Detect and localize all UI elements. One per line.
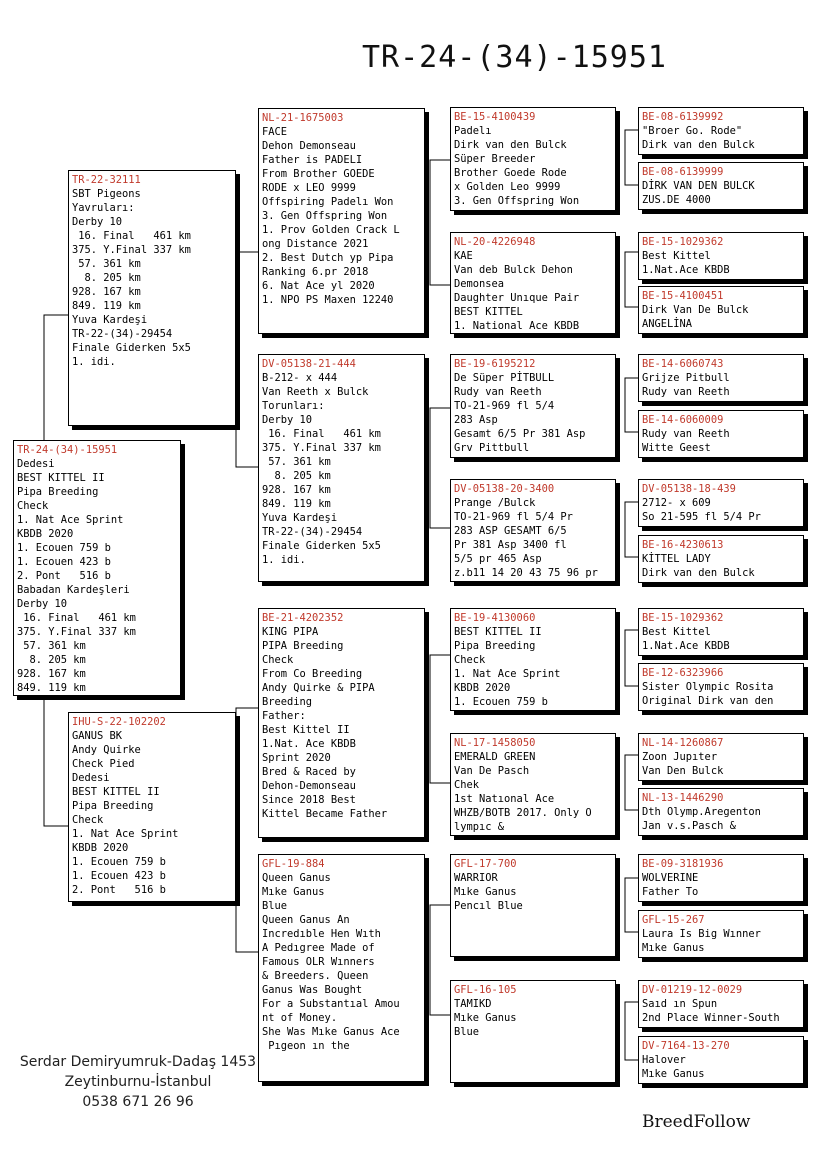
card-line: Best Kittel xyxy=(642,626,711,638)
card-line: Derby 10 xyxy=(72,216,123,228)
card-line: Van De Pasch xyxy=(454,765,530,777)
breeder-name: Serdar Demiryumruk-Dadaş 1453 xyxy=(19,1054,257,1070)
card-line: 928. 167 km xyxy=(17,668,86,680)
card-line: 2. Pont 516 b xyxy=(17,570,111,582)
fourth-gen-card[interactable] xyxy=(638,733,804,781)
card-line: BEST KITTEL II xyxy=(17,472,105,484)
card-line: Dehon-Demonseau xyxy=(262,780,356,792)
fourth-gen-card[interactable] xyxy=(638,854,804,902)
card-line: Finale Giderken 5x5 xyxy=(262,540,381,552)
card-line: 375. Y.Final 337 km xyxy=(17,626,136,638)
card-line: & Breeders. Queen xyxy=(262,970,369,982)
card-line: 57. 361 km xyxy=(262,456,331,468)
card-line: Van deb Bulck Dehon xyxy=(454,264,573,276)
card-line: Jan v.s.Pasch & xyxy=(642,820,736,832)
card-line: Dirk van den Bulck xyxy=(642,139,755,151)
card-line: Daughter Unıque Pair xyxy=(454,292,580,304)
ring-number: BE-14-6060743 xyxy=(642,358,724,370)
card-line: 2712- x 609 xyxy=(642,497,711,509)
ring-number: GFL-15-267 xyxy=(642,914,705,926)
dam-lines xyxy=(72,729,232,897)
fourth-gen-card[interactable] xyxy=(638,479,804,527)
card-line: EMERALD GREEN xyxy=(454,751,536,763)
card-line: Dirk van den Bulck xyxy=(454,139,567,151)
ring-number: BE-15-4100451 xyxy=(642,290,724,302)
card-line: 1.Nat. Ace KBDB xyxy=(262,738,356,750)
card-line: 5/5 pr 465 Asp xyxy=(454,553,542,565)
fourth-gen-card[interactable] xyxy=(638,107,804,155)
card-line: z.b11 14 20 43 75 96 pr xyxy=(454,567,598,579)
sire-lines xyxy=(72,187,232,369)
great-grandparent-card-7[interactable] xyxy=(450,854,616,957)
card-line: 1. Ecouen 759 b xyxy=(17,542,111,554)
card-line: Best Kittel xyxy=(642,250,711,262)
card-line: KİTTEL LADY xyxy=(642,553,711,565)
card-line: Kittel Became Father xyxy=(262,808,388,820)
card-line: Padelı xyxy=(454,125,492,137)
card-line: Queen Ganus An xyxy=(262,914,350,926)
ring-number: BE-19-4130060 xyxy=(454,612,536,624)
ring-number: TR-24-(34)-15951 xyxy=(17,444,118,456)
ring-number: BE-21-4202352 xyxy=(262,612,344,624)
gp4-lines xyxy=(262,871,421,1053)
card-line: Dirk van den Bulck xyxy=(642,567,755,579)
card-line: Father is PADELI xyxy=(262,154,363,166)
fourth-gen-card[interactable] xyxy=(638,663,804,711)
card-line: 928. 167 km xyxy=(262,484,331,496)
card-line: 1. Ecouen 423 b xyxy=(72,870,166,882)
card-line: Witte Geest xyxy=(642,442,711,454)
card-line: Sprint 2020 xyxy=(262,752,331,764)
card-line: Pipa Breeding xyxy=(17,486,99,498)
fourth-gen-card[interactable] xyxy=(638,788,804,836)
brand-logo-text: BreedFollow xyxy=(642,1112,751,1132)
ggp2-lines xyxy=(454,249,612,333)
card-line: 375. Y.Final 337 km xyxy=(72,244,191,256)
card-line: TAMIKD xyxy=(454,998,492,1010)
card-line: 16. Final 461 km xyxy=(72,230,191,242)
card-line: 2. Best Dutch yp Pipa xyxy=(262,252,394,264)
card-line: Süper Breeder xyxy=(454,153,536,165)
card-line: Pencıl Blue xyxy=(454,900,523,912)
ring-number: TR-22-32111 xyxy=(72,174,141,186)
card-line: TO-21-969 fl 5/4 xyxy=(454,400,555,412)
card-line: Van Den Bulck xyxy=(642,765,724,777)
card-line: Dth Olymp.Aregenton xyxy=(642,806,761,818)
card-line: 2. Pont 516 b xyxy=(72,884,166,896)
card-line: 3. Gen Offspring Won xyxy=(454,195,580,207)
card-line: Pipa Breeding xyxy=(454,640,536,652)
card-line: nt of Money. xyxy=(262,1012,338,1024)
card-line: Pıgeon ın the xyxy=(262,1040,350,1052)
card-line: GANUS BK xyxy=(72,730,123,742)
card-line: Incredıble Hen Wıth xyxy=(262,928,381,940)
card-line: So 21-595 fl 5/4 Pr xyxy=(642,511,761,523)
card-line: From Brother GOEDE xyxy=(262,168,375,180)
card-line: 1. Prov Golden Crack L xyxy=(262,224,400,236)
card-line: TR-22-(34)-29454 xyxy=(72,328,173,340)
card-line: Dedesi xyxy=(72,772,110,784)
card-line: Demonsea xyxy=(454,278,505,290)
card-line: Rudy van Reeth xyxy=(454,386,542,398)
card-line: 849. 119 km xyxy=(72,300,141,312)
grandparent-card-4[interactable] xyxy=(258,854,425,1082)
ring-number: GFL-19-884 xyxy=(262,858,325,870)
card-line: Andy Quirke xyxy=(72,744,141,756)
card-line: Father To xyxy=(642,886,699,898)
gp2-lines xyxy=(262,371,421,567)
ring-number: BE-09-3181936 xyxy=(642,858,724,870)
ggp5-lines xyxy=(454,625,612,709)
great-grandparent-card-5[interactable] xyxy=(450,608,616,711)
breeder-contact xyxy=(18,1052,258,1112)
card-line: Yuva Kardeşi xyxy=(72,314,148,326)
card-line: 8. 205 km xyxy=(72,272,141,284)
card-line: Finale Giderken 5x5 xyxy=(72,342,191,354)
card-line: Offspiring Padelı Won xyxy=(262,196,394,208)
card-line: 1. NPO PS Maxen 12240 xyxy=(262,294,394,306)
card-line: Check xyxy=(262,654,294,666)
card-line: WHZB/BOTB 2017. Only O xyxy=(454,807,592,819)
fourth-gen-card[interactable] xyxy=(638,910,804,958)
card-line: 57. 361 km xyxy=(17,640,86,652)
card-line: Father: xyxy=(262,710,306,722)
card-line: 1. Ecouen 423 b xyxy=(17,556,111,568)
card-line: Saıd ın Spun xyxy=(642,998,718,1010)
card-line: Since 2018 Best xyxy=(262,794,356,806)
card-line: Pipa Breeding xyxy=(72,800,154,812)
card-line: KING PIPA xyxy=(262,626,319,638)
card-line: 1.Nat.Ace KBDB xyxy=(642,640,730,652)
ring-number: GFL-16-105 xyxy=(454,984,517,996)
card-line: x Golden Leo 9999 xyxy=(454,181,561,193)
card-line: Famous OLR Wınners xyxy=(262,956,375,968)
card-line: ANGELİNA xyxy=(642,318,693,330)
fourth-gen-card[interactable] xyxy=(638,1036,804,1084)
card-line: 375. Y.Final 337 km xyxy=(262,442,381,454)
card-line: 3. Gen Offspring Won xyxy=(262,210,388,222)
card-line: Van Reeth x Bulck xyxy=(262,386,369,398)
card-line: 1. Ecouen 759 b xyxy=(72,856,166,868)
card-line: 1. idi. xyxy=(262,554,306,566)
card-line: Prange /Bulck xyxy=(454,497,536,509)
card-line: Brother Goede Rode xyxy=(454,167,567,179)
grandparent-card-1[interactable] xyxy=(258,108,425,334)
card-line: BEST KITTEL II xyxy=(72,786,160,798)
card-line: 16. Final 461 km xyxy=(17,612,136,624)
card-line: Mıke Ganus xyxy=(642,1068,705,1080)
card-line: ong Distance 2021 xyxy=(262,238,369,250)
ring-number: IHU-S-22-102202 xyxy=(72,716,166,728)
card-line: 8. 205 km xyxy=(262,470,331,482)
card-line: Ranking 6.pr 2018 xyxy=(262,266,369,278)
card-line: 1. Nat Ace Sprint xyxy=(454,668,561,680)
card-line: Dirk Van De Bulck xyxy=(642,304,749,316)
card-line: 849. 119 km xyxy=(17,682,86,694)
card-line: Torunları: xyxy=(262,400,325,412)
card-line: "Broer Go. Rode" xyxy=(642,125,743,137)
card-line: Zoon Jupıter xyxy=(642,751,718,763)
sire-card[interactable] xyxy=(68,170,236,426)
ggp6-lines xyxy=(454,750,612,834)
card-line: Ganus Was Bought xyxy=(262,984,363,996)
card-line: 283 ASP GESAMT 6/5 xyxy=(454,525,567,537)
card-line: 2nd Place Winner-South xyxy=(642,1012,780,1024)
card-line: Check Pied xyxy=(72,758,135,770)
card-line: De Süper PİTBULL xyxy=(454,372,555,384)
card-line: Breeding xyxy=(262,696,313,708)
card-line: KAE xyxy=(454,250,473,262)
ring-number: BE-16-4230613 xyxy=(642,539,724,551)
ring-number: NL-20-4226948 xyxy=(454,236,536,248)
card-line: Mıke Ganus xyxy=(454,1012,517,1024)
card-line: 8. 205 km xyxy=(17,654,86,666)
card-line: Gesamt 6/5 Pr 381 Asp xyxy=(454,428,586,440)
card-line: Rudy van Reeth xyxy=(642,386,730,398)
card-line: 1. Nat Ace Sprint xyxy=(72,828,179,840)
card-line: WARRIOR xyxy=(454,872,498,884)
great-grandparent-card-8[interactable] xyxy=(450,980,616,1083)
card-line: 1st Natıonal Ace xyxy=(454,793,555,805)
card-line: 1.Nat.Ace KBDB xyxy=(642,264,730,276)
fourth-gen-card[interactable] xyxy=(638,354,804,402)
ring-number: DV-7164-13-270 xyxy=(642,1040,730,1052)
fourth-gen-card[interactable] xyxy=(638,410,804,458)
fourth-gen-card[interactable] xyxy=(638,286,804,334)
great-grandparent-card-6[interactable] xyxy=(450,733,616,836)
card-line: Dedesi xyxy=(17,458,55,470)
great-grandparent-card-3[interactable] xyxy=(450,354,616,458)
card-line: Rudy van Reeth xyxy=(642,428,730,440)
ring-number: NL-14-1260867 xyxy=(642,737,724,749)
card-line: ZUS.DE 4000 xyxy=(642,194,711,206)
fourth-gen-card[interactable] xyxy=(638,980,804,1028)
card-line: Bred & Raced by xyxy=(262,766,356,778)
card-line: Pr 381 Asp 3400 fl xyxy=(454,539,567,551)
card-line: WOLVERINE xyxy=(642,872,699,884)
gp3-lines xyxy=(262,625,421,821)
fourth-gen-card[interactable] xyxy=(638,232,804,280)
card-line: lympıc & xyxy=(454,821,505,833)
ggp1-lines xyxy=(454,124,612,208)
card-line: Blue xyxy=(454,1026,480,1038)
card-line: TO-21-969 fl 5/4 Pr xyxy=(454,511,573,523)
card-line: Check xyxy=(72,814,104,826)
card-line: TR-22-(34)-29454 xyxy=(262,526,363,538)
card-line: PIPA Breeding xyxy=(262,640,344,652)
card-line: Derby 10 xyxy=(262,414,313,426)
card-line: Original Dirk van den xyxy=(642,695,774,707)
card-line: B-212- x 444 xyxy=(262,372,338,384)
subject-lines xyxy=(17,457,177,695)
ring-number: BE-12-6323966 xyxy=(642,667,724,679)
card-line: Halover xyxy=(642,1054,686,1066)
subject-card[interactable] xyxy=(13,440,181,696)
ring-number: NL-17-1458050 xyxy=(454,737,536,749)
great-grandparent-card-1[interactable] xyxy=(450,107,616,211)
card-line: FACE xyxy=(262,126,288,138)
great-grandparent-card-4[interactable] xyxy=(450,479,616,582)
card-line: Andy Quirke & PIPA xyxy=(262,682,375,694)
card-line: 1. National Ace KBDB xyxy=(454,320,580,332)
ring-number: NL-21-1675003 xyxy=(262,112,344,124)
ggp7-lines xyxy=(454,871,612,913)
breeder-location: Zeytinburnu-İstanbul xyxy=(64,1074,212,1090)
fourth-gen-card[interactable] xyxy=(638,608,804,656)
great-grandparent-card-2[interactable] xyxy=(450,232,616,334)
ring-number: BE-15-1029362 xyxy=(642,612,724,624)
card-line: Laura Is Big Wınner xyxy=(642,928,761,940)
card-line: Derby 10 xyxy=(17,598,68,610)
card-line: A Pedıgree Made of xyxy=(262,942,375,954)
card-line: KBDB 2020 xyxy=(454,682,511,694)
card-line: Mıke Ganus xyxy=(642,942,705,954)
card-line: Blue xyxy=(262,900,288,912)
card-line: Check xyxy=(17,500,49,512)
card-line: Yavruları: xyxy=(72,202,135,214)
card-line: 1. idi. xyxy=(72,356,116,368)
dam-card[interactable] xyxy=(68,712,236,902)
card-line: Dehon Demonseau xyxy=(262,140,356,152)
card-line: BEST KITTEL II xyxy=(454,626,542,638)
ring-number: DV-01219-12-0029 xyxy=(642,984,743,996)
ring-number: NL-13-1446290 xyxy=(642,792,724,804)
card-line: RODE x LEO 9999 xyxy=(262,182,356,194)
card-line: KBDB 2020 xyxy=(17,528,74,540)
card-line: Mıke Ganus xyxy=(454,886,517,898)
card-line: For a Substantıal Amou xyxy=(262,998,400,1010)
grandparent-card-2[interactable] xyxy=(258,354,425,582)
card-line: SBT Pigeons xyxy=(72,188,141,200)
ring-number: BE-14-6060009 xyxy=(642,414,724,426)
card-line: DİRK VAN DEN BULCK xyxy=(642,180,755,192)
card-line: Babadan Kardeşleri xyxy=(17,584,130,596)
ring-number: DV-05138-20-3400 xyxy=(454,483,555,495)
gp1-lines xyxy=(262,125,421,307)
card-line: 928. 167 km xyxy=(72,286,141,298)
ring-number: DV-05138-21-444 xyxy=(262,358,356,370)
card-line: 57. 361 km xyxy=(72,258,141,270)
ring-number: DV-05138-18-439 xyxy=(642,483,736,495)
ring-number: BE-08-6139992 xyxy=(642,111,724,123)
card-line: 6. Nat Ace yl 2020 xyxy=(262,280,375,292)
fourth-gen-card[interactable] xyxy=(638,535,804,583)
card-line: 283 Asp xyxy=(454,414,498,426)
card-line: KBDB 2020 xyxy=(72,842,129,854)
card-line: Chek xyxy=(454,779,480,791)
ring-number: BE-15-1029362 xyxy=(642,236,724,248)
card-line: 1. Nat Ace Sprint xyxy=(17,514,124,526)
ring-number: BE-19-6195212 xyxy=(454,358,536,370)
card-line: She Was Mıke Ganus Ace xyxy=(262,1026,400,1038)
card-line: Mıke Ganus xyxy=(262,886,325,898)
card-line: BEST KITTEL xyxy=(454,306,523,318)
card-line: 849. 119 km xyxy=(262,498,331,510)
card-line: Best Kittel II xyxy=(262,724,350,736)
card-line: Queen Ganus xyxy=(262,872,331,884)
ring-number: BE-15-4100439 xyxy=(454,111,536,123)
grandparent-card-3[interactable] xyxy=(258,608,425,838)
page-title: TR-24-(34)-15951 xyxy=(362,40,667,75)
card-line: 16. Final 461 km xyxy=(262,428,381,440)
card-line: 1. Ecouen 759 b xyxy=(454,696,548,708)
card-line: Yuva Kardeşi xyxy=(262,512,338,524)
breeder-phone: 0538 671 26 96 xyxy=(82,1094,194,1110)
ring-number: BE-08-6139999 xyxy=(642,166,724,178)
ggp3-lines xyxy=(454,371,612,455)
card-line: From Co Breeding xyxy=(262,668,363,680)
ggp4-lines xyxy=(454,496,612,580)
card-line: Sister Olympic Rosita xyxy=(642,681,774,693)
fourth-gen-card[interactable] xyxy=(638,162,804,210)
ggp8-lines xyxy=(454,997,612,1039)
card-line: Check xyxy=(454,654,486,666)
card-line: Grijze Pitbull xyxy=(642,372,730,384)
ring-number: GFL-17-700 xyxy=(454,858,517,870)
card-line: Grv Pittbull xyxy=(454,442,530,454)
